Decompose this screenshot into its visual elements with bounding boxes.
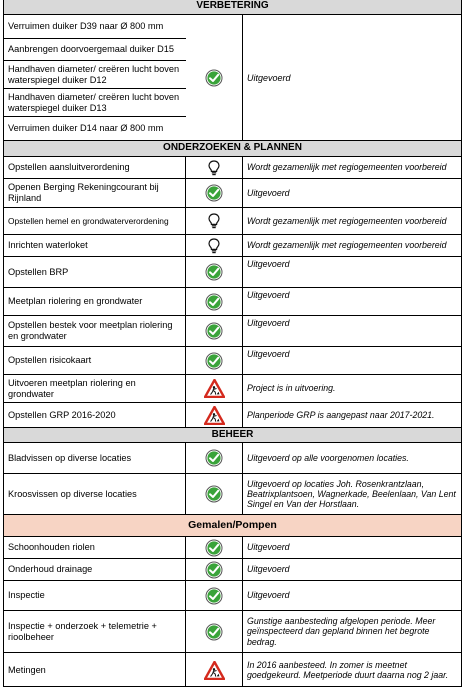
remark-cell: Wordt gezamenlijk met regiogemeenten voorbereid	[247, 162, 447, 173]
task-cell: Kroosvissen op diverse locaties	[4, 474, 186, 514]
table-row	[4, 611, 461, 653]
status-cell	[186, 257, 243, 287]
task-cell: Opstellen hemel en grondwaterverordening	[4, 208, 186, 234]
table-row	[4, 443, 461, 474]
task-cell: Schoonhouden riolen	[4, 537, 186, 558]
remark-cell: Uitgevoerd	[247, 564, 290, 575]
task-cell: Onderhoud drainage	[4, 559, 186, 580]
table-row	[4, 537, 461, 559]
task-cell: Opstellen BRP	[4, 257, 186, 287]
table-row	[4, 581, 461, 611]
check-icon	[205, 263, 223, 281]
task-cell: Uitvoeren meetplan riolering en grondwater	[4, 375, 186, 402]
check-icon	[205, 485, 223, 503]
task-cell: Aanbrengen doorvoergemaal duiker D15	[4, 39, 186, 61]
table-row	[4, 257, 461, 288]
roadwork-warning-icon	[204, 661, 225, 680]
table-row	[4, 375, 461, 403]
check-icon	[205, 293, 223, 311]
table-row	[4, 179, 461, 208]
status-cell	[186, 653, 243, 687]
status-cell	[186, 611, 243, 652]
task-cell: Handhaven diameter/ creëren lucht boven waterspiegel duiker D13	[4, 89, 186, 117]
status-cell	[186, 403, 243, 427]
lightbulb-icon	[208, 238, 220, 254]
task-cell: Inspectie + onderzoek + telemetrie + rioolbeheer	[4, 611, 186, 652]
status-cell	[186, 288, 243, 315]
table-row	[4, 403, 461, 427]
task-cell: Inspectie	[4, 581, 186, 610]
status-table	[3, 0, 462, 687]
status-cell	[186, 559, 243, 580]
task-cell: Openen Berging Rekeningcourant bij Rijnland	[4, 179, 186, 207]
check-icon	[205, 623, 223, 641]
status-cell	[186, 375, 243, 402]
remark-cell: Uitgevoerd	[247, 187, 290, 198]
status-cell	[186, 235, 243, 256]
remark-cell: Uitgevoerd	[247, 542, 290, 553]
section-header-onderzoeken: ONDERZOEKEN & PLANNEN	[4, 140, 461, 157]
table-row	[4, 208, 461, 235]
check-icon	[205, 539, 223, 557]
remark-cell: In 2016 aanbesteed. In zomer is meetnet goedgekeurd. Meetperiode duurt daarna nog 2 jaar.	[247, 659, 449, 680]
lightbulb-icon	[208, 213, 220, 229]
check-icon	[205, 69, 223, 87]
status-cell	[186, 474, 243, 514]
remark-cell: Wordt gezamenlijk met regiogemeenten voorbereid	[247, 240, 447, 251]
remark-cell: Uitgevoerd op alle voorgenomen locaties.	[247, 452, 409, 463]
remark-cell: Planperiode GRP is aangepast naar 2017-2021.	[247, 409, 435, 420]
check-icon	[205, 184, 223, 202]
section-header-verbetering: VERBETERING	[4, 0, 461, 15]
lightbulb-icon	[208, 160, 220, 176]
check-icon	[205, 449, 223, 467]
task-cell: Meetplan riolering en grondwater	[4, 288, 186, 315]
table-row	[4, 559, 461, 581]
remark-cell: Wordt gezamenlijk met regiogemeenten voorbereid	[247, 215, 447, 226]
remark-cell: Uitgevoerd	[247, 318, 290, 328]
task-cell: Opstellen bestek voor meetplan riolering en grondwater	[4, 316, 186, 346]
table-row	[4, 288, 461, 316]
task-cell: Handhaven diameter/ creëren lucht boven waterspiegel duiker D12	[4, 61, 186, 89]
remark-cell: Project is in uitvoering.	[247, 383, 336, 394]
section-header-gemalen: Gemalen/Pompen	[4, 514, 461, 537]
remark-cell: Uitgevoerd	[247, 590, 290, 601]
status-cell	[186, 179, 243, 207]
check-icon	[205, 322, 223, 340]
status-cell	[186, 347, 243, 374]
remark-cell: Uitgevoerd op locaties Joh. Rosenkrantzlaan, Beatrixplantsoen, Wagnerkade, Beelenlaan, Van Lent Singel en Van der Horstlaan.	[247, 478, 456, 510]
status-cell	[186, 537, 243, 558]
section-header-beheer: BEHEER	[4, 427, 461, 443]
table-row	[4, 653, 461, 687]
remark-cell: Gunstige aanbesteding afgelopen periode. Meer geïnspecteerd dan gepland binnen het begrote bedrag.	[247, 615, 436, 647]
roadwork-warning-icon	[204, 406, 225, 425]
status-cell	[186, 443, 243, 473]
task-cell: Verruimen duiker D14 naar Ø 800 mm	[8, 123, 164, 133]
check-icon	[205, 587, 223, 605]
check-icon	[205, 561, 223, 579]
status-cell	[186, 581, 243, 610]
table-row	[4, 316, 461, 347]
status-cell	[186, 157, 243, 178]
remark-cell: Uitgevoerd	[247, 259, 290, 269]
remark-cell: Uitgevoerd	[247, 349, 290, 359]
task-cell: Metingen	[4, 653, 186, 687]
check-icon	[205, 352, 223, 370]
task-cell: Inrichten waterloket	[4, 235, 186, 256]
task-cell: Bladvissen op diverse locaties	[4, 443, 186, 473]
status-cell	[186, 316, 243, 346]
task-cell: Opstellen aansluitverordening	[4, 157, 186, 178]
roadwork-warning-icon	[204, 379, 225, 398]
table-row	[4, 235, 461, 257]
remark-cell: Uitgevoerd	[247, 72, 291, 83]
table-row	[4, 347, 461, 375]
table-row	[4, 474, 461, 514]
table-row	[4, 157, 461, 179]
status-cell	[186, 15, 243, 140]
task-cell: Opstellen risicokaart	[4, 347, 186, 374]
task-cell: Opstellen GRP 2016-2020	[4, 403, 186, 427]
task-cell: Verruimen duiker D39 naar Ø 800 mm	[4, 15, 186, 39]
remark-cell: Uitgevoerd	[247, 290, 290, 300]
status-cell	[186, 208, 243, 234]
